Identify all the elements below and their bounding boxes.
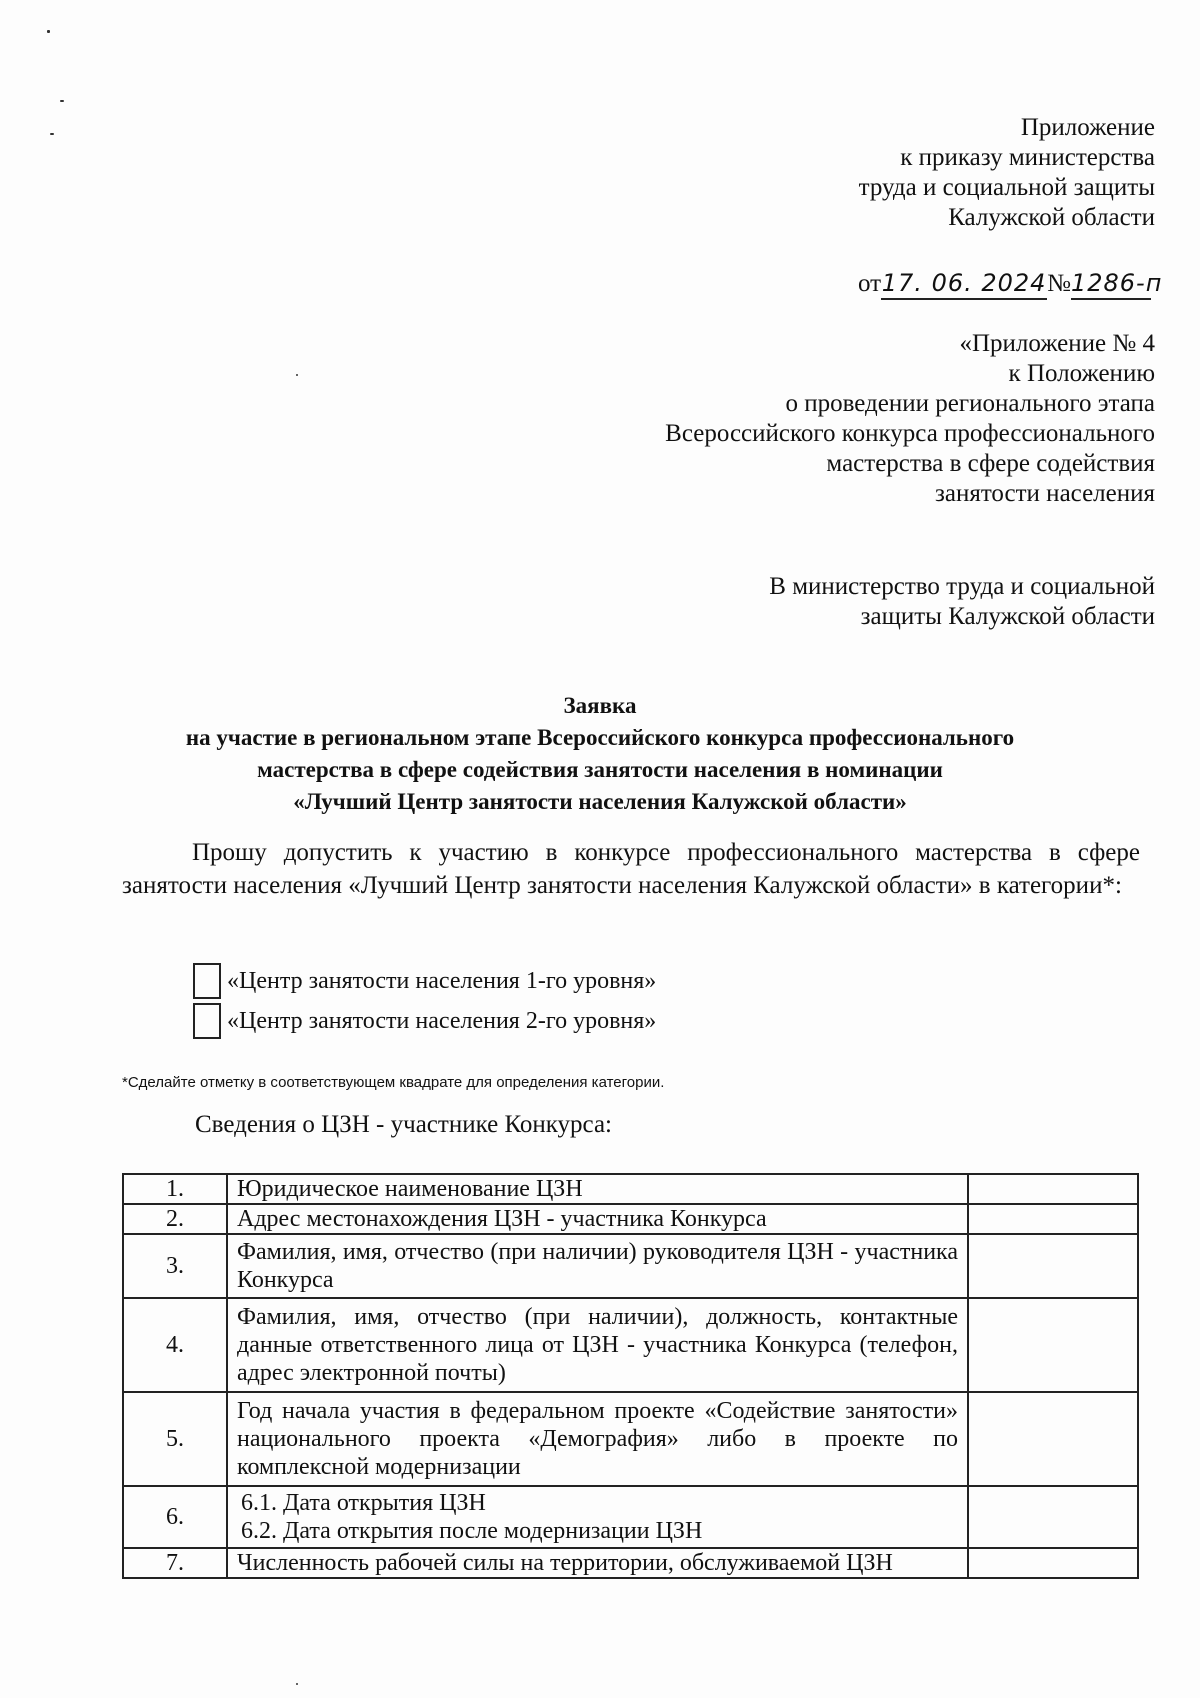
order-reference: [858, 268, 1163, 300]
appendix-line: «Приложение № 4: [959, 330, 1155, 357]
table-row: [123, 1548, 1138, 1578]
checkbox-level-2[interactable]: [193, 1003, 221, 1039]
appendix-line: мастерства в сфере содействия: [826, 450, 1155, 477]
header-line: к приказу министерства: [900, 144, 1155, 171]
scan-speck: [296, 374, 298, 376]
participant-info-table: [122, 1173, 1139, 1579]
order-header: [859, 113, 1155, 233]
title-line: на участие в региональном этапе Всероссийского конкурса профессионального: [185, 725, 1015, 750]
table-row: [123, 1392, 1138, 1486]
title-line: Заявка: [563, 693, 637, 718]
footnote: *Сделайте отметку в соответствующем квадрате для определения категории.: [122, 1074, 665, 1091]
order-number-label: №: [1047, 270, 1071, 297]
appendix-line: к Положению: [1008, 360, 1155, 387]
row-number: 1.: [123, 1174, 227, 1204]
scan-speck: [47, 30, 50, 33]
row-label-line: 6.1. Дата открытия ЦЗН: [241, 1490, 486, 1516]
order-prefix: от: [858, 270, 882, 297]
row-number: 3.: [123, 1234, 227, 1298]
row-number: 7.: [123, 1548, 227, 1578]
title-line: «Лучший Центр занятости населения Калужской области»: [293, 789, 907, 814]
row-label: [227, 1204, 968, 1234]
row-label: [227, 1174, 968, 1204]
row-label-line: Адрес местонахождения ЦЗН - участника Конкурса: [237, 1206, 767, 1232]
appendix-line: занятости населения: [934, 480, 1155, 507]
table-row: [123, 1234, 1138, 1298]
category-option-level-2[interactable]: [193, 1001, 656, 1041]
title-line: мастерства в сфере содействия занятости населения в номинации: [257, 757, 943, 782]
row-label: [227, 1298, 968, 1392]
info-heading: Сведения о ЦЗН - участнике Конкурса:: [195, 1111, 612, 1138]
header-line: Приложение: [1020, 114, 1155, 141]
row-value-cell[interactable]: [968, 1234, 1138, 1298]
order-number: 1286-п: [1071, 268, 1151, 300]
checkbox-level-1[interactable]: [193, 963, 221, 999]
recipient-line: защиты Калужской области: [860, 603, 1155, 630]
row-number: 4.: [123, 1298, 227, 1392]
row-value-cell[interactable]: [968, 1298, 1138, 1392]
scan-speck: [50, 133, 54, 135]
order-date: 17. 06. 2024: [881, 268, 1047, 300]
category-option-level-1[interactable]: [193, 961, 656, 1001]
row-number: 5.: [123, 1392, 227, 1486]
request-paragraph: Прошу допустить к участию в конкурсе профессионального мастерства в сфере занятости населения «Лучший Центр занятости населения Калужской области» в категории*:: [122, 839, 1140, 899]
row-value-cell[interactable]: [968, 1174, 1138, 1204]
row-value-cell[interactable]: [968, 1548, 1138, 1578]
appendix-line: о проведении регионального этапа: [785, 390, 1155, 417]
row-label: [227, 1486, 968, 1548]
application-title: [0, 690, 1200, 818]
scan-speck: [60, 100, 64, 102]
row-number: 6.: [123, 1486, 227, 1548]
row-value-cell[interactable]: [968, 1486, 1138, 1548]
row-value-cell[interactable]: [968, 1392, 1138, 1486]
appendix-line: Всероссийского конкурса профессионального: [665, 420, 1155, 447]
row-label-line: Фамилия, имя, отчество (при наличии) руководителя ЦЗН - участника Конкурса: [237, 1239, 958, 1293]
scan-speck: [296, 1683, 298, 1685]
row-label: [227, 1234, 968, 1298]
header-line: Калужской области: [948, 204, 1155, 231]
row-label: [227, 1548, 968, 1578]
row-label-line: Юридическое наименование ЦЗН: [237, 1176, 583, 1202]
row-number: 2.: [123, 1204, 227, 1234]
table-row: [123, 1486, 1138, 1548]
table-row: [123, 1174, 1138, 1204]
table-row: [123, 1204, 1138, 1234]
table-row: [123, 1298, 1138, 1392]
row-label-line: Год начала участия в федеральном проекте «Содействие занятости» национального проекта «Демография» либо в проекте по комплексной модернизации: [237, 1398, 958, 1480]
category-label: «Центр занятости населения 2-го уровня»: [227, 1007, 657, 1034]
row-label-line: Численность рабочей силы на территории, обслуживаемой ЦЗН: [237, 1550, 893, 1576]
appendix-reference: [665, 329, 1155, 509]
recipient: [769, 572, 1155, 632]
row-label-line: Фамилия, имя, отчество (при наличии), должность, контактные данные ответственного лица от ЦЗН - участника Конкурса (телефон, адрес электронной почты): [237, 1304, 958, 1386]
row-label: [227, 1392, 968, 1486]
recipient-line: В министерство труда и социальной: [769, 573, 1155, 600]
category-label: «Центр занятости населения 1-го уровня»: [227, 967, 657, 994]
row-value-cell[interactable]: [968, 1204, 1138, 1234]
row-label-line: 6.2. Дата открытия после модернизации ЦЗН: [241, 1518, 703, 1544]
header-line: труда и социальной защиты: [858, 174, 1155, 201]
